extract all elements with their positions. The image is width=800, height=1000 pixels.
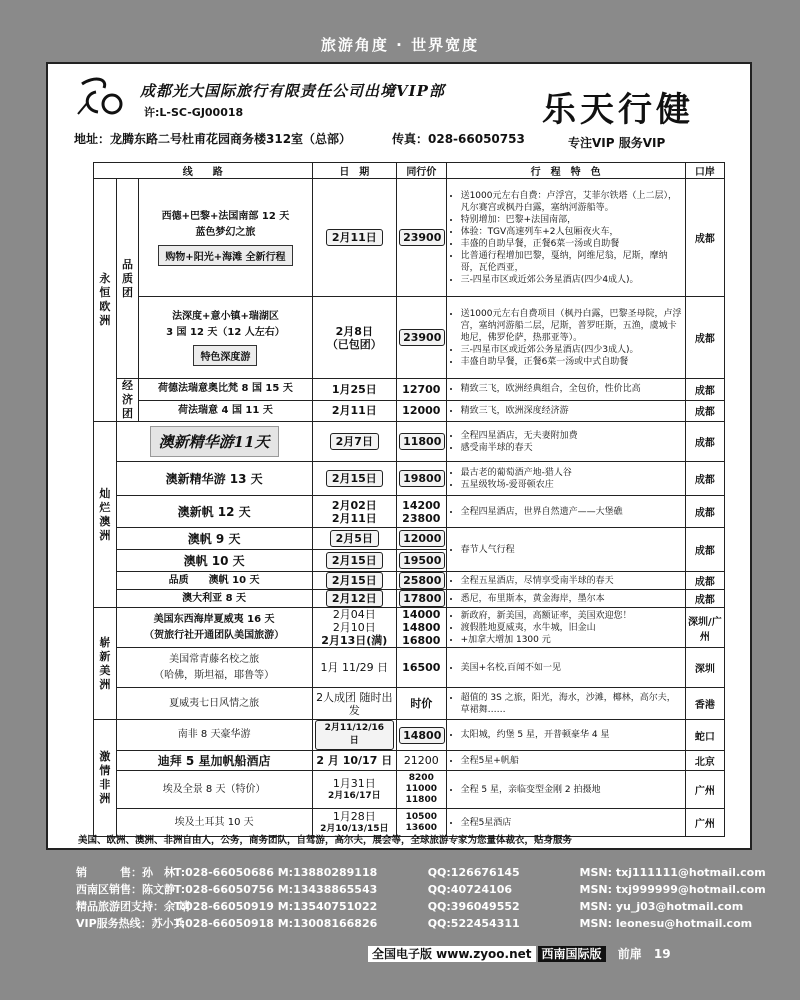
- departure-date: 2月11日: [326, 229, 383, 246]
- contact-msn[interactable]: MSN: yu_j03@hotmail.com: [579, 900, 744, 913]
- route-name: 荷法瑞意 4 国 11 天: [139, 400, 312, 422]
- feature-item: • 特别增加：巴黎+法国南部，: [461, 214, 683, 226]
- departure-date: 2 月 10/17 日: [312, 751, 397, 771]
- date-cell: [312, 528, 397, 550]
- feature-item: • 超值的 3S 之旅，阳光，海水，沙滩，椰林，高尔夫，草裙舞……: [461, 692, 683, 716]
- contact-row: [76, 881, 766, 896]
- port-cell: 成都: [685, 297, 724, 379]
- port-cell: 蛇口: [685, 720, 724, 751]
- feature-item: • 体验：TGV高速列车+2人包厢夜火车，: [461, 226, 683, 238]
- route-name: 夏威夷七日风情之旅: [116, 688, 312, 720]
- region-australia: 灿烂澳洲: [94, 422, 117, 608]
- trade-price: 12000: [397, 400, 446, 422]
- feature-item: • 全程四星酒店，世界自然遗产——大堡礁: [461, 506, 683, 518]
- route-name: 澳帆 10 天: [116, 550, 312, 572]
- feature-item: • 新政府，新美国，高额证率，美国欢迎您！: [461, 610, 683, 622]
- slogan: 旅游角度 · 世界宽度: [320, 36, 480, 54]
- feature-item: • +加拿大增加 1300 元: [461, 634, 683, 646]
- date-cell: [312, 179, 397, 297]
- motto: 专注VIP 服务VIP: [568, 136, 666, 150]
- date-cell: [312, 608, 397, 648]
- route-cell: [139, 297, 312, 379]
- port-cell: 成都: [685, 572, 724, 590]
- col-header-price: 同行价: [397, 163, 446, 179]
- contact-qq: QQ:126676145: [427, 866, 520, 879]
- trade-price: 23900: [399, 229, 445, 246]
- contact-msn[interactable]: MSN: leonesu@hotmail.com: [579, 917, 753, 930]
- departure-date: 2月5日: [330, 530, 379, 547]
- table-row: [94, 528, 725, 550]
- contact-label: 西南区销售：陈文静: [76, 883, 175, 896]
- date-cell: [312, 590, 397, 608]
- contact-row: [76, 915, 752, 930]
- departure-date: 2月04日: [332, 608, 376, 621]
- date-cell: [312, 422, 397, 462]
- features-cell: [446, 590, 685, 608]
- port-cell: 深圳: [685, 648, 724, 688]
- section-name: 前扉: [617, 947, 642, 961]
- route-name: 荷德法瑞意奥比梵 8 国 15 天: [139, 379, 312, 401]
- features-cell: [446, 572, 685, 590]
- trade-price: 时价: [397, 688, 446, 720]
- fax: 传真：028-66050753: [392, 132, 525, 146]
- table-row: [94, 590, 725, 608]
- col-header-route: 线 路: [94, 163, 313, 179]
- port-cell: 深圳/广州: [685, 608, 724, 648]
- departure-date: 2月02日: [331, 498, 377, 512]
- port-cell: 成都: [685, 422, 724, 462]
- price-cell: [397, 496, 446, 528]
- trade-price: 13600: [405, 822, 437, 833]
- departure-date: 2月15日: [326, 572, 383, 589]
- route-name: 法深度+意小镇+瑞湖区: [172, 311, 279, 322]
- feature-item: • 比普通行程增加巴黎，戛纳，阿维尼翁，尼斯，摩纳哥，瓦伦西亚，: [461, 250, 683, 274]
- table-row: [94, 648, 725, 688]
- col-header-date: 日 期: [312, 163, 397, 179]
- departure-date: 1月 11/29 日: [312, 648, 397, 688]
- table-row: [94, 688, 725, 720]
- col-header-port: 口岸: [685, 163, 724, 179]
- route-cell: [116, 422, 312, 462]
- departure-date: 2月11日: [331, 511, 377, 525]
- route-name: 品质 澳帆 10 天: [116, 572, 312, 590]
- date-cell: [312, 771, 397, 809]
- departure-date: 2人成团 随时出发: [312, 688, 397, 720]
- contact-msn[interactable]: MSN: txj111111@hotmail.com: [579, 866, 766, 879]
- feature-item: • 全程5星酒店: [461, 817, 683, 829]
- features-cell: [446, 422, 685, 462]
- feature-item: • 渡假胜地夏威夷，水牛城，旧金山: [461, 622, 683, 634]
- port-cell: 成都: [685, 400, 724, 422]
- contact-phone: T:028-66050919 M:13540751022: [173, 900, 378, 913]
- route-name: 澳新精华游 13 天: [116, 462, 312, 496]
- route-name: 美国东西海岸夏威夷 16 天: [153, 613, 275, 625]
- date-cell: [312, 550, 397, 572]
- port-cell: 成都: [685, 379, 724, 401]
- region-africa: 激情非洲: [94, 720, 117, 837]
- features-cell: [446, 379, 685, 401]
- feature-item: • 太阳城，约堡 5 星，开普顿豪华 4 星: [461, 729, 683, 741]
- port-cell: 成都: [685, 528, 724, 572]
- table-row: [94, 297, 725, 379]
- route-name: 澳新帆 12 天: [116, 496, 312, 528]
- departure-date: 1月28日: [332, 809, 376, 823]
- departure-date: 2月11/12/16日: [315, 720, 395, 750]
- contact-phone: T:028-66050686 M:13880289118: [173, 866, 378, 879]
- departure-date: 2月15日: [326, 470, 383, 487]
- services-footnote: 美国、欧洲、澳洲、非洲自由人，公务，商务团队，自驾游，高尔夫，展会等，全球旅游专家为您量体裁衣，贴身服务: [78, 835, 573, 846]
- departure-date: 2月10/13/15日: [320, 823, 389, 834]
- trade-price: 16500: [397, 648, 446, 688]
- route-name: 西德+巴黎+法国南部 12 天: [161, 211, 290, 222]
- feature-item: • 精致三飞，欧洲经典组合，全包价，性价比高: [461, 383, 683, 395]
- date-cell: [312, 572, 397, 590]
- table-row: [94, 496, 725, 528]
- features-cell: [446, 400, 685, 422]
- table-header-row: [94, 163, 725, 179]
- trade-price: 14800: [399, 727, 445, 744]
- route-name: 澳大利亚 8 天: [116, 590, 312, 608]
- departure-date: 2月10日: [332, 621, 376, 634]
- contact-msn[interactable]: MSN: txj999999@hotmail.com: [579, 883, 766, 896]
- departure-note: （已包团）: [326, 337, 382, 351]
- departure-date: 2月12日: [326, 590, 383, 607]
- contact-phone: T:028-66050756 M:13438865543: [173, 883, 378, 896]
- trade-price: 25800: [399, 572, 445, 589]
- date-cell: [312, 297, 397, 379]
- agency-logo-icon: [74, 74, 126, 120]
- col-header-features: 行 程 特 色: [446, 163, 685, 179]
- table-row: [94, 608, 725, 648]
- table-row: [94, 771, 725, 809]
- contact-label: VIP服务热线：苏小兵: [76, 917, 185, 930]
- subgroup-quality: 品质团: [116, 179, 139, 379]
- feature-item: • 全程5星+帆船: [461, 755, 683, 767]
- contact-qq: QQ:522454311: [427, 917, 520, 930]
- price-cell: [397, 550, 446, 572]
- table-row: [94, 720, 725, 751]
- ad-sheet: [46, 62, 752, 850]
- edition-tag: 西南国际版: [538, 946, 606, 962]
- features-cell: [446, 608, 685, 648]
- table-row: [94, 400, 725, 422]
- feature-item: • 送1000元左右自费项目（枫丹白露，巴黎圣母院，卢浮宫，塞纳河游船二层，尼斯，普罗旺斯，五渔，虞城卡地尼，佛罗伦萨，热那亚等）。: [461, 308, 683, 344]
- route-banner: 澳新精华游11天: [150, 426, 279, 457]
- route-tag: 特色深度游: [193, 345, 257, 366]
- departure-date: 2月8日: [335, 324, 373, 338]
- page-footer: [368, 945, 671, 962]
- route-subtitle: 3 国 12 天（12 人左右）: [166, 327, 285, 338]
- features-cell: [446, 720, 685, 751]
- price-cell: [397, 528, 446, 550]
- route-subtitle: （贺旅行社开通团队美国旅游）: [144, 629, 285, 641]
- trade-price: 12700: [397, 379, 446, 401]
- port-cell: 成都: [685, 590, 724, 608]
- trade-price: 11800: [399, 433, 445, 450]
- trade-price: 21200: [397, 751, 446, 771]
- date-cell: [312, 496, 397, 528]
- price-cell: [397, 179, 446, 297]
- departure-date: 2月11日: [312, 400, 397, 422]
- feature-item: • 精致三飞，欧洲深度经济游: [461, 405, 683, 417]
- trade-price: 19500: [399, 552, 445, 569]
- trade-price: 17800: [399, 590, 445, 607]
- contact-qq: QQ:40724106: [427, 883, 513, 896]
- port-cell: 成都: [685, 496, 724, 528]
- price-cell: [397, 422, 446, 462]
- features-cell: [446, 688, 685, 720]
- feature-item: • 五星级牧场-爱哥顿农庄: [461, 479, 683, 491]
- brand-title: 乐天行健: [542, 90, 694, 130]
- table-row: [94, 379, 725, 401]
- features-cell: [446, 297, 685, 379]
- port-cell: 香港: [685, 688, 724, 720]
- route-name: 澳帆 9 天: [116, 528, 312, 550]
- route-subtitle: 蓝色梦幻之旅: [195, 227, 256, 238]
- contact-panel: [46, 858, 766, 932]
- route-name: 埃及土耳其 10 天: [116, 809, 312, 837]
- page-number: 19: [653, 947, 671, 961]
- price-cell: [397, 297, 446, 379]
- trade-price: 14800: [402, 621, 441, 634]
- departure-date: 1月31日: [332, 776, 376, 790]
- company-name: 成都光大国际旅行有限责任公司出境VIP部: [140, 82, 445, 100]
- feature-item: • 悉尼，布里斯本，黄金海岸，墨尔本: [461, 593, 683, 605]
- route-cell: [116, 648, 312, 688]
- license-number: 许:L-SC-GJ00018: [144, 106, 244, 119]
- feature-item: • 感受南半球的春天: [461, 442, 683, 454]
- feature-item: • 三-四星市区或近郊公务星酒店(四少4成人)。: [461, 274, 683, 286]
- price-cell: [397, 608, 446, 648]
- contact-label: 精品旅游团支持：余 靖: [76, 900, 190, 913]
- table-row: [94, 462, 725, 496]
- trade-price: 16800: [402, 634, 441, 647]
- trade-price: 8200: [408, 773, 434, 783]
- departure-date: 2月15日: [326, 552, 383, 569]
- feature-item: • 送1000元左右自费：卢浮宫，艾菲尔铁塔（上二层），凡尔赛宫或枫丹白露，塞纳河游船等。: [461, 190, 683, 214]
- feature-item: • 美国+名校,百闻不如一见: [461, 662, 683, 674]
- port-cell: 北京: [685, 751, 724, 771]
- contact-qq: QQ:396049552: [427, 900, 520, 913]
- feature-item: • 全程四星酒店，无夫妻附加费: [461, 430, 683, 442]
- feature-item: • 丰盛自助早餐，正餐6菜一汤或中式自助餐: [461, 356, 683, 368]
- trade-price: 12000: [399, 530, 445, 547]
- feature-item: • 全程五星酒店，尽情享受南半球的春天: [461, 575, 683, 587]
- trade-price: 14000: [402, 608, 441, 621]
- feature-item: • 最古老的葡萄酒产地-猎人谷: [461, 467, 683, 479]
- departure-date: 2月7日: [330, 433, 379, 450]
- port-cell: 成都: [685, 179, 724, 297]
- trade-price: 23900: [399, 329, 445, 346]
- price-cell: [397, 720, 446, 751]
- departure-date: 2月13日(满): [321, 634, 388, 647]
- price-cell: [397, 462, 446, 496]
- contact-row: [76, 898, 743, 913]
- trade-price: 19800: [399, 470, 445, 487]
- route-name: 美国常青藤名校之旅: [169, 653, 260, 665]
- edition-link[interactable]: 全国电子版 www.zyoo.net: [368, 946, 536, 962]
- features-cell: [446, 771, 685, 809]
- table-row: [94, 422, 725, 462]
- region-americas: 崭新美洲: [94, 608, 117, 720]
- departure-date: 1月25日: [312, 379, 397, 401]
- feature-item: • 丰盛的自助早餐，正餐6菜一汤或自助餐: [461, 238, 683, 250]
- features-cell: [446, 528, 685, 572]
- feature-item: • 三-四星市区或近郊公务星酒店(四少3成人)。: [461, 344, 683, 356]
- route-table: [93, 162, 725, 837]
- features-cell: [446, 751, 685, 771]
- port-cell: 广州: [685, 771, 724, 809]
- address: 地址：龙腾东路二号杜甫花园商务楼312室（总部）: [74, 132, 352, 146]
- route-cell: [139, 179, 312, 297]
- table-row: [94, 179, 725, 297]
- features-cell: [446, 648, 685, 688]
- price-cell: [397, 771, 446, 809]
- trade-price: 23800: [402, 511, 441, 525]
- features-cell: [446, 179, 685, 297]
- date-cell: [312, 462, 397, 496]
- trade-price: 11800: [405, 795, 437, 805]
- port-cell: 广州: [685, 809, 724, 837]
- features-cell: [446, 496, 685, 528]
- route-name: 埃及全景 8 天（特价）: [116, 771, 312, 809]
- price-cell: [397, 590, 446, 608]
- feature-item: • 春节人气行程: [461, 544, 683, 556]
- route-tag: 购物+阳光+海滩 全新行程: [158, 245, 292, 266]
- price-cell: [397, 572, 446, 590]
- trade-price: 14200: [402, 498, 441, 512]
- table-row: [94, 572, 725, 590]
- contact-label: 销 售：孙 林: [76, 866, 175, 879]
- contact-phone: T:028-66050918 M:13008166826: [173, 917, 378, 930]
- trade-price: 11000: [405, 784, 437, 794]
- subgroup-economy: 经济团: [116, 379, 139, 422]
- table-row: [94, 751, 725, 771]
- feature-item: • 全程 5 星，亲临变型金刚 2 拍摄地: [461, 784, 683, 796]
- route-subtitle: （哈佛，斯坦福，耶鲁等）: [154, 669, 275, 681]
- trade-price: 10500: [405, 811, 437, 822]
- route-name: 迪拜 5 星加帆船酒店: [116, 751, 312, 771]
- contact-row: [76, 864, 766, 879]
- route-name: 南非 8 天豪华游: [116, 720, 312, 751]
- features-cell: [446, 462, 685, 496]
- top-banner: [0, 0, 800, 56]
- route-cell: [116, 608, 312, 648]
- departure-date: 2月16/17日: [328, 790, 381, 801]
- date-cell: [312, 720, 397, 751]
- port-cell: 成都: [685, 462, 724, 496]
- region-europe: 永恒欧洲: [94, 179, 117, 422]
